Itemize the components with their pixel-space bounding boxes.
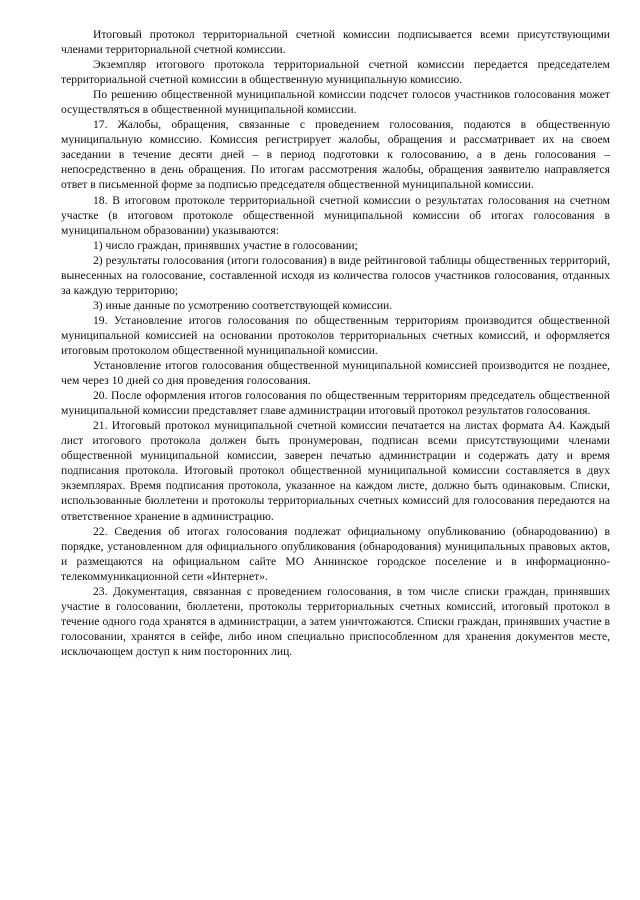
paragraph-19-deadline: Установление итогов голосования общественной муниципальной комиссией производится не позднее, чем через 10 дней со дня проведения голосования.	[61, 359, 610, 388]
paragraph-18-protocol-contents: 18. В итоговом протоколе территориальной счетной комиссии о результатах голосования на счетном участке (в итоговом протоколе общественной муниципальной комиссии об итогах голосования в муниципальном образовании) указываются:	[61, 193, 610, 237]
list-item-1: 1) число граждан, принявших участие в голосовании;	[93, 238, 358, 252]
paragraph-19-results: 19. Установление итогов голосования по общественным территориям производится общественной муниципальной комиссией на основании протоколов территориальных счетных комиссий, и оформляется итоговым протоколом общественной муниципальной комиссии.	[61, 313, 610, 357]
paragraph-21-protocol-format: 21. Итоговый протокол муниципальной счетной комиссии печатается на листах формата А4. Каждый лист итогового протокола должен быть пронумерован, подписан всеми присутствующими членами общественной муниципальной комиссии, заверен печатью администрации и содержать дату и время подписания протокола. Итоговый протокол общественной муниципальной комиссии составляется в двух экземплярах. Время подписания протокола, указанное на каждом листе, должно быть одинаковым. Списки, использованные бюллетени и протоколы территориальных счетных комиссий для голосования передаются на ответственное хранение в администрацию.	[61, 419, 610, 523]
paragraph-23-storage: 23. Документация, связанная с проведением голосования, в том числе списки граждан, принявших участие в голосовании, бюллетени, протоколы территориальных счетных комиссий, итоговый протокол в течение одного года хранятся в администрации, а затем уничтожаются. Списки граждан, принявших участие в голосовании, хранятся в сейфе, либо ином специально приспособленном для хранения документов месте, исключающем доступ к ним посторонних лиц.	[61, 584, 610, 658]
paragraph-copy-transfer: Экземпляр итогового протокола территориальной счетной комиссии передается председателем территориальной счетной комиссии в общественную муниципальную комиссию.	[61, 58, 610, 87]
paragraph-17-complaints: 17. Жалобы, обращения, связанные с проведением голосования, подаются в общественную муниципальную комиссию. Комиссия регистрирует жалобы, обращения и рассматривает их на своем заседании в течение десяти дней – в период подготовки к голосованию, а в день голосования – непосредственно в день обращения. По итогам рассмотрения жалобы, обращения заявителю направляется ответ в письменной форме за подписью председателя общественной муниципальной комиссии.	[61, 118, 610, 192]
paragraph-22-publication: 22. Сведения об итогах голосования подлежат официальному опубликованию (обнародованию) в порядке, установленном для официального опубликования (обнародования) муниципальных правовых актов, и размещаются на официальном сайте МО Аннинское городское поселение и в информационно-телекоммуникационной сети «Интернет».	[61, 524, 610, 583]
paragraph-20-submission: 20. После оформления итогов голосования по общественным территориям председатель общественной муниципальной комиссии представляет главе администрации итоговый протокол результатов голосования.	[61, 389, 610, 418]
list-item-3: 3) иные данные по усмотрению соответствующей комиссии.	[93, 298, 393, 312]
paragraph-vote-count: По решению общественной муниципальной комиссии подсчет голосов участников голосования может осуществляться в общественной муниципальной комиссии.	[61, 88, 610, 117]
paragraph-signing: Итоговый протокол территориальной счетной комиссии подписывается всеми присутствующими членами территориальной счетной комиссии.	[61, 28, 610, 57]
list-item-2: 2) результаты голосования (итоги голосования) в виде рейтинговой таблицы общественных территорий, вынесенных на голосование, составленной исходя из количества голосов участников голосования, отданных за каждую территорию;	[61, 253, 610, 297]
